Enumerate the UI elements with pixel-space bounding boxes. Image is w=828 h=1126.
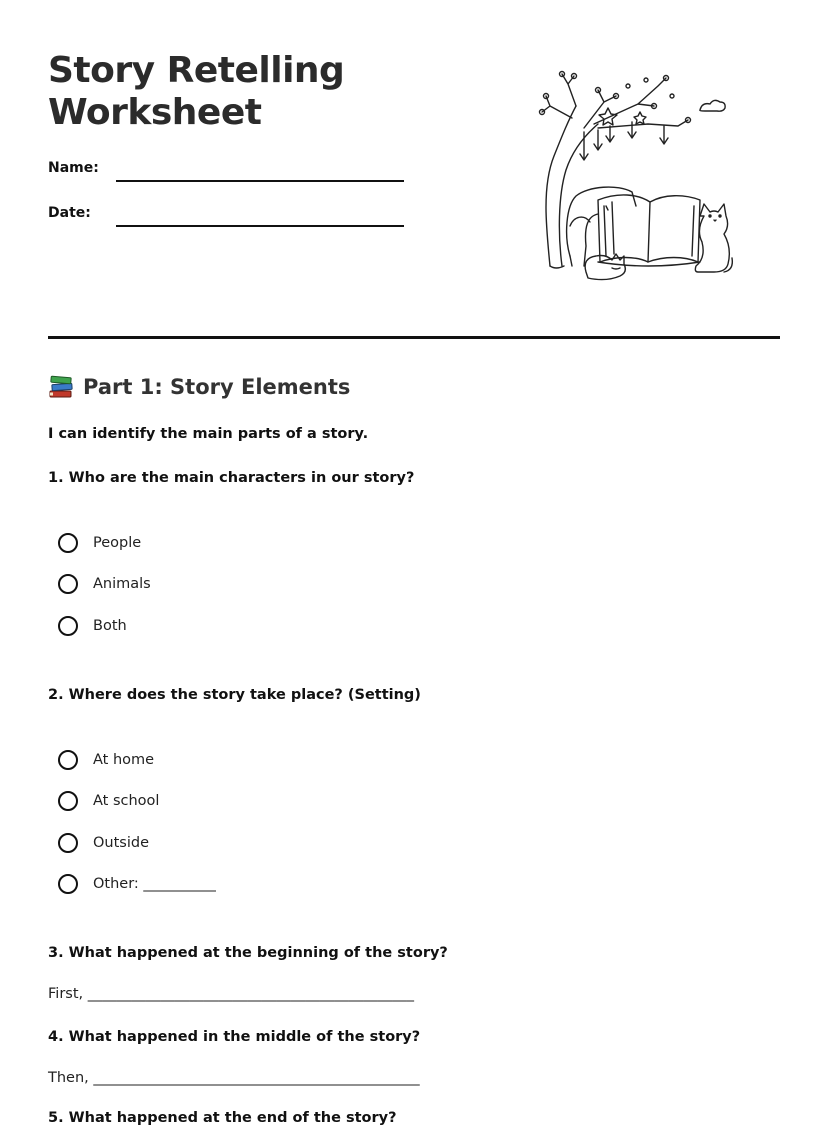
q2-option-school[interactable]	[58, 791, 159, 811]
option-label: People	[93, 535, 142, 551]
option-label: Outside	[93, 835, 149, 851]
date-label: Date:	[48, 205, 91, 221]
title-line-1: Story Retelling	[48, 50, 345, 91]
question-4: 4. What happened in the middle of the story?	[48, 1029, 421, 1045]
option-label: At school	[93, 793, 160, 809]
name-field[interactable]	[116, 180, 404, 182]
title-line-2: Worksheet	[48, 92, 262, 133]
learning-goal: I can identify the main parts of a story.	[48, 426, 369, 442]
q1-option-animals[interactable]	[58, 574, 151, 594]
date-field[interactable]	[116, 225, 404, 227]
option-label: Both	[93, 618, 127, 634]
q1-option-people[interactable]	[58, 533, 141, 553]
part-1-heading	[48, 374, 350, 400]
tree-book-cats-illustration	[528, 66, 738, 286]
section-divider	[48, 336, 780, 339]
q2-option-home[interactable]	[58, 750, 154, 770]
radio-circle[interactable]	[58, 574, 78, 594]
books-icon	[48, 374, 74, 400]
radio-circle[interactable]	[58, 533, 78, 553]
question-1: 1. Who are the main characters in our story?	[48, 470, 415, 486]
radio-circle[interactable]	[58, 791, 78, 811]
question-2: 2. Where does the story take place? (Setting)	[48, 687, 421, 703]
radio-circle[interactable]	[58, 833, 78, 853]
name-label: Name:	[48, 160, 99, 176]
q4-answer-line[interactable]: Then, _____________________________________________	[48, 1070, 420, 1086]
q2-option-other[interactable]	[58, 874, 216, 894]
question-5: 5. What happened at the end of the story?	[48, 1110, 397, 1126]
option-label: At home	[93, 752, 155, 768]
q3-answer-line[interactable]: First, _____________________________________________	[48, 986, 414, 1002]
option-label: Animals	[93, 576, 151, 592]
q1-option-both[interactable]	[58, 616, 127, 636]
option-label: Other: __________	[93, 876, 216, 892]
part-1-title: Part 1: Story Elements	[83, 375, 351, 399]
page-title	[48, 50, 344, 134]
radio-circle[interactable]	[58, 874, 78, 894]
radio-circle[interactable]	[58, 750, 78, 770]
question-3: 3. What happened at the beginning of the story?	[48, 945, 448, 961]
radio-circle[interactable]	[58, 616, 78, 636]
q2-option-outside[interactable]	[58, 833, 149, 853]
